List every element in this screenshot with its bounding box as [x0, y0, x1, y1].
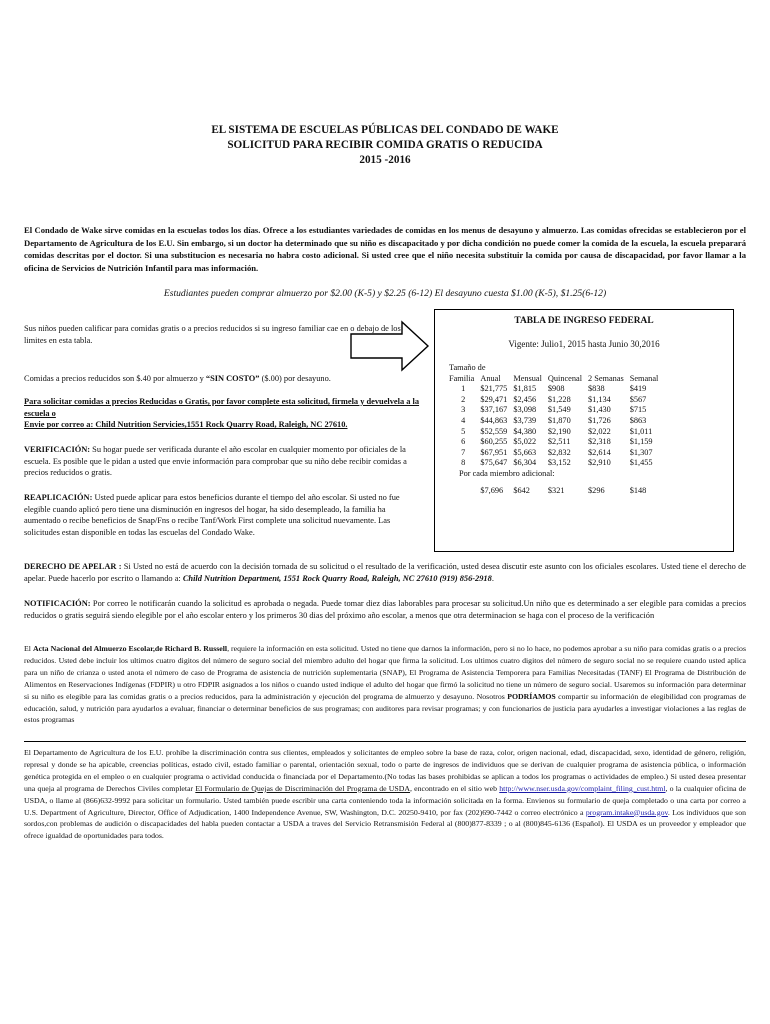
- income-cell: $44,863: [480, 415, 508, 425]
- income-cell: $419: [629, 384, 647, 394]
- income-cell: $5,663: [513, 447, 537, 457]
- income-cell: $2,456: [513, 394, 537, 404]
- income-cell: $908: [547, 384, 565, 394]
- column-header: Quincenal: [547, 373, 583, 383]
- notification-text: Por correo le notificarán cuando la solicitud es aprobada o negada. Puede tomar diez dias laborables para procesar su solicitud.Un niño que es determinado a ser elegible para comidas a precios reducidos o gratis seguirá siendo elegible por el año escolar entero y los primeros 30 dias del próximo año escolar, a menos que otra determinacion se haga con el proceso de la verificación: [24, 599, 746, 620]
- income-cell: $52,559: [480, 426, 508, 436]
- usda-text-4: . Los individuos que son sordos,con problemas de audición o discapacidades del habla pueden contactar a USDA a traves del Servicio Retransmisión Federal al (800)877-8339 ; o al (800)845-6136 (Español). El USDA es un proveedor y empleador que ofrece igualdad de oportunidades para todos.: [24, 807, 746, 841]
- school-lunch-act-section: [24, 643, 746, 726]
- table-row: [449, 384, 661, 395]
- income-cell: $60,255: [480, 437, 508, 447]
- additional-member-cell: $296: [588, 485, 605, 495]
- additional-member-cell: $642: [513, 485, 530, 495]
- notification-section: [24, 598, 746, 621]
- income-cell: $3,739: [513, 415, 537, 425]
- column-header: Semanal: [629, 373, 659, 383]
- income-cell: $2,318: [588, 437, 611, 447]
- verification-section: [24, 444, 424, 479]
- apply-instructions: [24, 396, 424, 431]
- income-cell: $3,152: [547, 458, 571, 468]
- appeal-text: Si Usted no está de acuerdo con la decisión tornada de su solicitud o el resultado de la verificación, usted desea discutir este asunto con los oficiales escolares. Usted tiene el derecho de apelar. Puede hacerlo por escrito o llamando a:: [24, 562, 746, 583]
- table-row: [449, 448, 661, 459]
- income-cell: $1,228: [547, 394, 571, 404]
- right-arrow-icon: [350, 320, 430, 372]
- section-divider: [24, 741, 746, 742]
- income-table-title: TABLA DE INGRESO FEDERAL: [514, 316, 654, 326]
- income-cell: $2,614: [588, 447, 611, 457]
- additional-member-label-row: [449, 469, 661, 480]
- income-cell: $838: [588, 384, 605, 394]
- family-size-label-1: Tamaño de: [449, 363, 486, 372]
- appeal-section: [24, 561, 746, 584]
- reduced-price-c: ($.00) por desayuno.: [259, 374, 331, 383]
- income-cell: $1,549: [547, 405, 571, 415]
- usda-complaint-form: El Formulario de Quejas de Discriminación del Programa de USDA: [195, 783, 411, 793]
- no-cost-label: “SIN COSTO”: [205, 374, 260, 383]
- family-size-cell: 3: [461, 405, 466, 415]
- income-cell: $37,167: [480, 405, 508, 415]
- title-line-1: EL SISTEMA DE ESCUELAS PÚBLICAS DEL CONDADO DE WAKE: [211, 124, 559, 136]
- table-row: [449, 458, 661, 469]
- usda-text-3: , o la cualquier oficina de USDA, o llame al (866)632-9992 para solicitar un formulario. Usted también puede escribir una carta conteniendo toda la información solicitada en la forma. Envienos su formulario de queja completado o una carta por correo a U.S. Department of Agriculture, Director, Office of Adjudication, 1400 Independence Avenue, SW, Washington, D.C. 20250-9410, por fax (202)690-7442 o correo electrónico a: [24, 783, 746, 817]
- income-cell: $1,307: [629, 447, 653, 457]
- usda-text-2: , encontrado en el sitio web: [410, 783, 500, 793]
- family-size-cell: 6: [461, 437, 466, 447]
- notification-label: NOTIFICACIÓN:: [24, 599, 91, 608]
- intro-paragraph: El Condado de Wake sirve comidas en la escuelas todos los días. Ofrece a los estudiantes variedades de comidas en los menus de desayuno y almuerzo. Las comidas ofrecidas se establecieron por el Departamento de Agricultura de los E.U. Sin embargo, si un doctor ha determinado que su niño es discapacitado y por dicha condición no puede comer la comida de la escuela, la escuela preparará comidas descritas por el doctor. Si una substitucion es necesaria no habra costo adicional. Si usted cree que el niño necesita substituir la comida por causa de discapacidad, por favor llamar a la oficina de Servicios de Nutrición Infantil para mas información.: [24, 225, 746, 273]
- column-header: Anual: [480, 373, 501, 383]
- income-cell: $1,430: [588, 405, 611, 415]
- family-size-cell: 5: [461, 426, 466, 436]
- income-cell: $1,011: [629, 426, 653, 436]
- income-cell: $75,647: [480, 458, 508, 468]
- income-cell: $4,380: [513, 426, 537, 436]
- act-text-2: compartir su información de elegibilidad con programas de educación, salud, y nutrición para ayudarlos a evaluar, financiar o determinar beneficios de sus programas; con auditores para revisar programas; y con funcionarios de justicia para ayudarles a investigar violaciones a las reglas de estos programas: [24, 691, 747, 725]
- verification-text: Su hogar puede ser verificada durante el año escolar en cualquier momento por oficiales de la escuela. Es posible que le pidan a usted que envie información para comprobar que su niño debe recibir comidas a precios reducidos o gratis.: [24, 445, 407, 478]
- income-cell: $6,304: [513, 458, 537, 468]
- document-title: [0, 123, 770, 168]
- table-row: [449, 395, 661, 406]
- table-header-row-1: [449, 363, 661, 374]
- additional-member-label: Por cada miembro adicional:: [459, 468, 555, 478]
- family-size-cell: 1: [461, 384, 466, 394]
- additional-member-cell: $321: [547, 485, 565, 495]
- column-header: Mensual: [513, 373, 542, 383]
- additional-member-row: [449, 480, 661, 497]
- income-cell: $715: [629, 405, 647, 415]
- family-size-label-2: Familia: [449, 373, 475, 383]
- income-cell: $5,022: [513, 437, 537, 447]
- income-table: [449, 363, 661, 496]
- column-header: 2 Semanas: [588, 373, 624, 383]
- apply-text: Para solicitar comidas a precios Reducidas o Gratis, por favor complete esta solicitud, firmela y devuelvela a la escuela o: [24, 397, 420, 418]
- income-cell: $3,098: [513, 405, 537, 415]
- usda-email-link[interactable]: program.intake@usda.gov: [585, 807, 668, 817]
- table-row: [449, 437, 661, 448]
- appeal-label: DERECHO DE APELAR :: [24, 562, 122, 571]
- usda-nondiscrimination: [24, 747, 746, 842]
- appeal-contact: Child Nutrition Department, 1551 Rock Quarry Road, Raleigh, NC 27610 (919) 856-2918: [182, 573, 492, 583]
- table-row: [449, 416, 661, 427]
- reapplication-section: [24, 492, 424, 539]
- family-size-cell: 8: [461, 458, 466, 468]
- family-size-cell: 7: [461, 447, 466, 457]
- income-cell: $1,455: [629, 458, 653, 468]
- mail-address: Envie por correo a: Child Nutrition Servicies,1551 Rock Quarry Road, Raleigh, NC 27610.: [24, 420, 348, 430]
- income-cell: $67,951: [480, 447, 508, 457]
- income-cell: $2,190: [547, 426, 571, 436]
- title-line-2: SOLICITUD PARA RECIBIR COMIDA GRATIS O REDUCIDA: [227, 139, 543, 151]
- table-row: [449, 405, 661, 416]
- reduced-price-text: [24, 373, 424, 385]
- income-table-box: [434, 309, 734, 552]
- income-cell: $29,471: [480, 394, 508, 404]
- title-year: 2015 -2016: [359, 154, 411, 166]
- reapplication-text: Usted puede aplicar para estos beneficios durante el tiempo del año escolar. Si usted no fue elegible cuando aplicó pero tiene una disminución en ingresos del hogar, ha sido desempleado, la familia ha aumentado o recibe beneficios de Snap/Fns o recibe Tanf/Work First complete una solicitud nuevamente. Las solicitudes estan disponible en todas las escuelas del Condado Wake.: [24, 493, 400, 538]
- usda-complaint-link[interactable]: http://www.nser.usda.gov/complaint_filing_cust.html: [499, 783, 666, 793]
- act-label: Acta Nacional del Almuerzo Escolar,de Richard B. Russell: [32, 644, 228, 653]
- income-cell: $1,815: [513, 384, 537, 394]
- income-table-validity: Vigente: Julio1, 2015 hasta Junio 30,2016: [508, 339, 660, 349]
- income-cell: $567: [629, 394, 647, 404]
- table-header-row-2: [449, 374, 661, 385]
- meal-prices-line: Estudiantes pueden comprar almuerzo por $2.00 (K-5) y $2.25 (6-12) El desayuno cuesta $1.00 (K-5), $1.25(6-12): [163, 288, 607, 299]
- empty-cell: [449, 480, 477, 497]
- income-cell: $2,910: [588, 458, 611, 468]
- family-size-cell: 4: [461, 415, 466, 425]
- income-cell: $1,159: [629, 437, 653, 447]
- income-cell: $2,511: [547, 437, 571, 447]
- additional-member-cell: $7,696: [480, 485, 504, 495]
- reduced-price-a: Comidas a precios reducidos son $.40 por almuerzo y: [24, 374, 206, 383]
- income-cell: $21,775: [480, 384, 508, 394]
- additional-member-cell: $148: [629, 485, 647, 495]
- table-row: [449, 427, 661, 438]
- act-text-1: , requiere la información en esta solicitud. Usted no tiene que darnos la información, pero si no lo hace, no podemos aprobar a su niño para comidas gratis o a precios reducidos. Usted debe incluir los ultimos cuatro digitos del número de seguro social del miembro adulto del hogar que firma la solicitud. Los ultimos cuatro digitos del número de seguro social no se requiere cuando usted aplica para un niño de crianza o usted anota el número de caso de Programa de asistencia de nutrición suplementaria (SNAP), El Programa de Asistencia Temporera para Familias Necesitadas (TANF) El Programa de Distribución de Alimentos en Reservaciones Indígenas (FDPIR) u otro FDPIR asignados a los niños o cuando usted indique el adulto del hogar que firmó la solicitud no tiene un número de seguro social. Usaremos su información para determinar si su niño es elegible para las comidas gratis o a precios reducidos, para la administración y ejecución del programa de almuerzo y desayuno. Nosotros: [24, 644, 746, 701]
- appeal-end: .: [491, 573, 494, 583]
- usda-text-1: El Departamento de Agricultura de los E.U. prohíbe la discriminación contra sus clientes, empleados y solicitantes de empleo sobre la base de raza, color, origen nacional, edad, discapacidad, sexo, identidad de género, religión, represal y donde se ha apicable, creencias políticas, estado civil, estado familiar o parental, orientación sexual, todo o parte de ingresos de individuos que se derivan de cualquier programa de asistencia pública, o información genética protegida en el empleo o en cualquier programa o actividad conducida o financiada por el Departamento.(No todas las bases prohibidas se aplican a todos los programas o actividades de empleo.) Si usted desea presentar una queja al programa de Derechos Civiles completar: [24, 748, 746, 793]
- family-size-cell: 2: [461, 394, 466, 404]
- act-bold: PODRÍAMOS: [507, 691, 556, 701]
- income-cell: $863: [629, 415, 647, 425]
- reapplication-label: REAPLICACIÓN:: [24, 493, 93, 502]
- act-pre: El: [24, 644, 33, 653]
- income-cell: $1,134: [588, 394, 611, 404]
- verification-label: VERIFICACIÓN:: [24, 445, 91, 454]
- income-cell: $1,726: [588, 415, 611, 425]
- income-cell: $1,870: [547, 415, 571, 425]
- qualify-text: Sus niños pueden calificar para comidas gratis o a precios reducidos si su ingreso familiar cae en o debajo de los limites en esta tabla.: [24, 324, 401, 345]
- income-cell: $2,022: [588, 426, 611, 436]
- income-cell: $2,832: [547, 447, 571, 457]
